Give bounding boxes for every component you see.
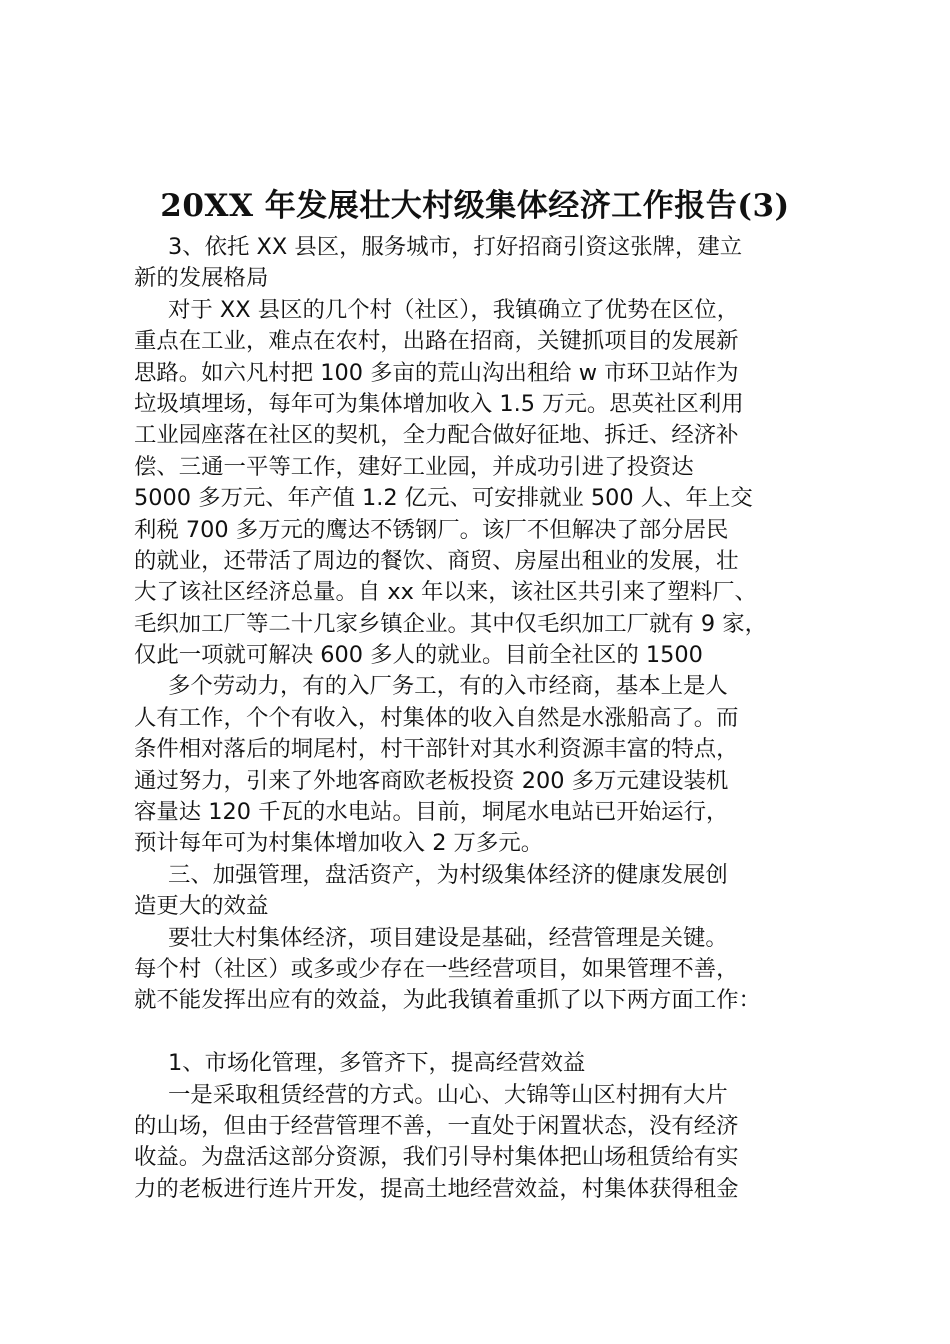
text-line: 大了该社区经济总量。自 xx 年以来，该社区共引来了塑料厂、 <box>134 579 757 606</box>
text-line: 1、市场化管理，多管齐下，提高经营效益 <box>168 1050 586 1077</box>
document-body <box>134 232 850 1205</box>
text-line: 思路。如六凡村把 100 多亩的荒山沟出租给 w 市环卫站作为 <box>134 359 739 386</box>
text-line: 重点在工业，难点在农村，出路在招商，关键抓项目的发展新 <box>134 328 739 355</box>
text-line: 工业园座落在社区的契机，全力配合做好征地、拆迁、经济补 <box>134 422 739 449</box>
text-line: 的就业，还带活了周边的餐饮、商贸、房屋出租业的发展，壮 <box>134 547 739 574</box>
text-line: 5000 多万元、年产值 1.2 亿元、可安排就业 500 人、年上交 <box>134 485 753 512</box>
text-line <box>134 1017 850 1048</box>
text-line: 三、加强管理，盘活资产，为村级集体经济的健康发展创 <box>168 861 728 888</box>
text-line: 对于 XX 县区的几个村（社区），我镇确立了优势在区位， <box>168 296 740 323</box>
text-line: 新的发展格局 <box>134 265 269 292</box>
text-line: 人有工作，个个有收入，村集体的收入自然是水涨船高了。而 <box>134 704 739 731</box>
text-line: 条件相对落后的垌尾村，村干部针对其水利资源丰富的特点， <box>134 736 739 763</box>
text-line: 仅此一项就可解决 600 多人的就业。目前全社区的 1500 <box>134 642 703 669</box>
text-line: 的山场，但由于经营管理不善，一直处于闲置状态，没有经济 <box>134 1112 739 1139</box>
text-line: 收益。为盘活这部分资源，我们引导村集体把山场租赁给有实 <box>134 1144 739 1171</box>
text-line: 一是采取租赁经营的方式。山心、大锦等山区村拥有大片 <box>168 1081 728 1108</box>
text-line: 就不能发挥出应有的效益，为此我镇着重抓了以下两方面工作： <box>134 987 761 1014</box>
text-line: 造更大的效益 <box>134 893 269 920</box>
text-line: 垃圾填埋场，每年可为集体增加收入 1.5 万元。思英社区利用 <box>134 390 744 417</box>
document-title: 20XX 年发展壮大村级集体经济工作报告(3) <box>160 188 790 224</box>
text-line: 通过努力，引来了外地客商欧老板投资 200 多万元建设装机 <box>134 767 729 794</box>
text-line: 毛织加工厂等二十几家乡镇企业。其中仅毛织加工厂就有 9 家， <box>134 610 768 637</box>
text-line: 3、依托 XX 县区，服务城市，打好招商引资这张牌，建立 <box>168 234 743 260</box>
text-line: 容量达 120 千瓦的水电站。目前，垌尾水电站已开始运行， <box>134 799 729 826</box>
text-line: 多个劳动力，有的入厂务工，有的入市经商，基本上是人 <box>168 673 728 700</box>
text-line: 要壮大村集体经济，项目建设是基础，经营管理是关键。 <box>168 924 728 951</box>
text-line: 力的老板进行连片开发，提高土地经营效益，村集体获得租金 <box>134 1175 739 1202</box>
text-line: 预计每年可为村集体增加收入 2 万多元。 <box>134 830 544 857</box>
text-line: 利税 700 多万元的鹰达不锈钢厂。该厂不但解决了部分居民 <box>134 516 729 543</box>
text-line: 偿、三通一平等工作，建好工业园，并成功引进了投资达 <box>134 453 694 480</box>
text-line: 每个村（社区）或多或少存在一些经营项目，如果管理不善， <box>134 955 739 982</box>
